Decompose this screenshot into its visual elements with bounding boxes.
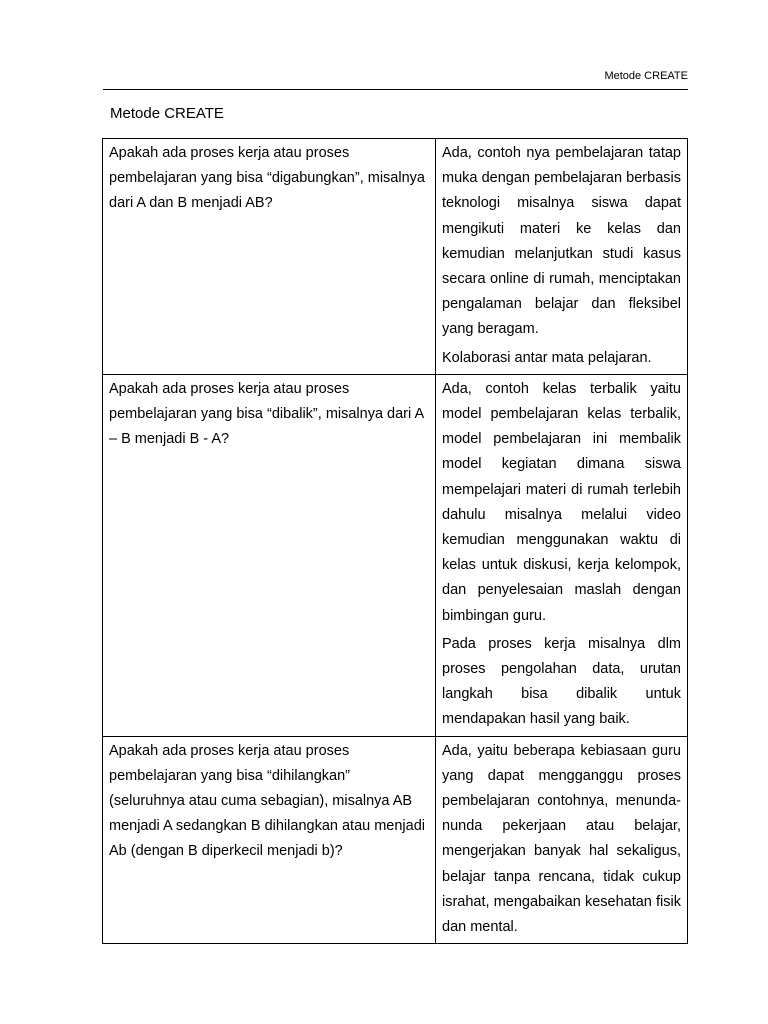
qa-table [102, 138, 688, 944]
table-row [103, 374, 688, 736]
page-header [103, 68, 688, 90]
answer-paragraph: Ada, contoh nya pembelajaran tatap muka dengan pembelajaran berbasis teknologi misalnya siswa dapat mengikuti materi ke kelas dan kemudian melanjutkan studi kasus secara online di rumah, menciptakan pengalaman belajar dan fleksibel yang beragam. [442, 145, 681, 338]
answer-paragraph: Kolaborasi antar mata pelajaran. [442, 349, 652, 366]
answer-cell [436, 736, 688, 944]
question-cell: Apakah ada proses kerja atau proses pembelajaran yang bisa “dibalik”, misalnya dari A – B menjadi B - A? [103, 374, 436, 736]
table-row [103, 139, 688, 375]
header-text: Metode CREATE [604, 70, 688, 82]
question-cell: Apakah ada proses kerja atau proses pembelajaran yang bisa “dihilangkan” (seluruhnya atau cuma sebagian), misalnya AB menjadi A sedangkan B dihilangkan atau menjadi Ab (dengan B diperkecil menjadi b)? [103, 736, 436, 944]
answer-paragraph: Ada, contoh kelas terbalik yaitu model pembelajaran kelas terbalik, model pembelajaran ini membalik model kegiatan dimana siswa mempelajari materi di rumah terlebih dahulu misalnya melalui video kemudian menggunakan waktu di kelas untuk diskusi, kerja kelompok, dan penyelesaian maslah dengan bimbingan guru. [442, 380, 681, 624]
question-cell: Apakah ada proses kerja atau proses pembelajaran yang bisa “digabungkan”, misalnya dari A dan B menjadi AB? [103, 139, 436, 375]
answer-cell [436, 374, 688, 736]
section-title: Metode CREATE [110, 105, 224, 122]
table-row [103, 736, 688, 944]
answer-paragraph: Ada, yaitu beberapa kebiasaan guru yang dapat mengganggu proses pembelajaran contohnya, menunda-nunda pekerjaan atau belajar, mengerjakan banyak hal sekaligus, belajar tanpa rencana, tidak cukup israhat, mengabaikan kesehatan fisik dan mental. [442, 742, 681, 936]
answer-cell [436, 139, 688, 375]
answer-paragraph: Pada proses kerja misalnya dlm proses pengolahan data, urutan langkah bisa dibalik untuk mendapakan hasil yang baik. [442, 635, 681, 728]
